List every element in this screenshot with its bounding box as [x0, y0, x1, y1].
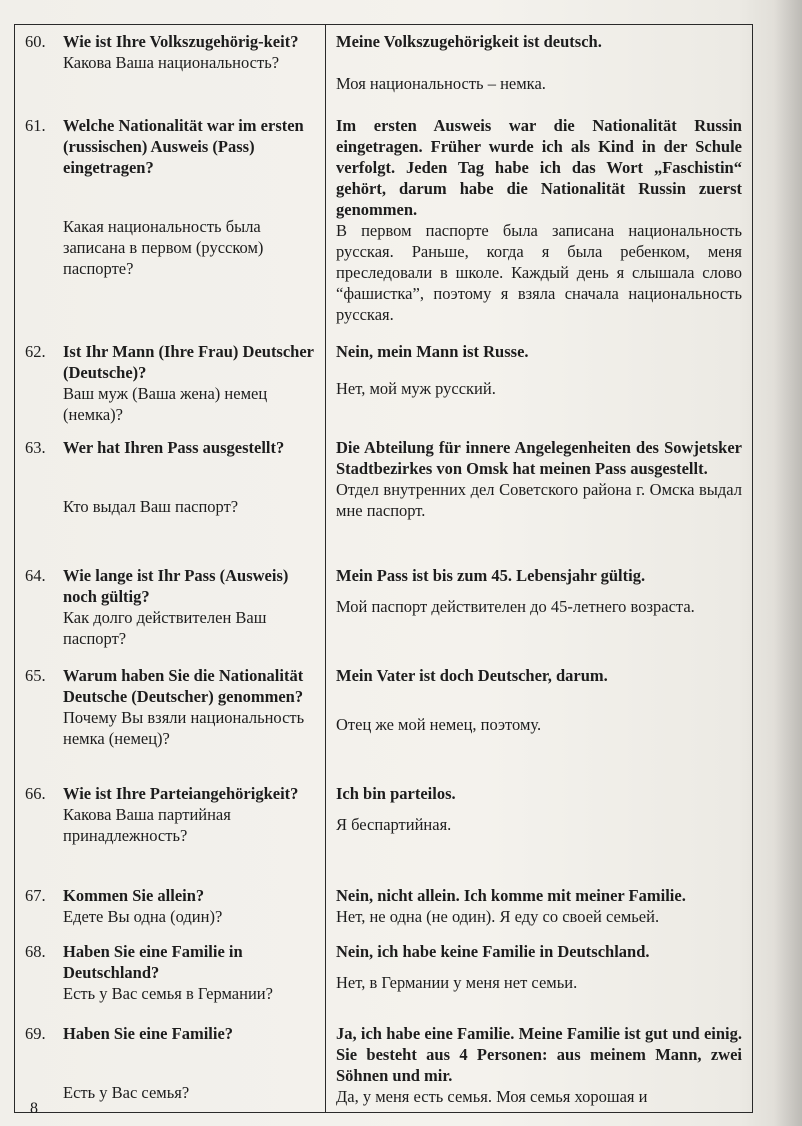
answer-cell	[326, 25, 753, 109]
question-cell	[15, 935, 326, 1017]
question-russian: Какая национальность была записана в первом (русском) паспорте?	[63, 216, 264, 278]
question-cell	[15, 879, 326, 935]
question-german: Haben Sie eine Familie?	[63, 1023, 234, 1043]
page-number: 8	[30, 1100, 38, 1117]
question-cell	[15, 431, 326, 559]
table-row	[15, 777, 753, 879]
question-cell	[15, 559, 326, 659]
answer-cell	[326, 777, 753, 879]
answer-russian: Отдел внутренних дел Советского района г. Омска выдал мне паспорт.	[336, 479, 742, 520]
answer-russian: Нет, мой муж русский.	[336, 378, 496, 398]
question-german: Wie ist Ihre Parteiangehörigkeit?	[63, 783, 299, 803]
question-german: Haben Sie eine Familie in Deutschland?	[63, 941, 243, 982]
answer-cell	[326, 335, 753, 431]
question-number: 61.	[25, 115, 46, 135]
answer-german: Meine Volkszugehörigkeit ist deutsch.	[336, 32, 602, 51]
question-number: 69.	[25, 1023, 46, 1043]
table-row	[15, 25, 753, 109]
question-cell	[15, 1017, 326, 1113]
answer-german: Nein, ich habe keine Familie in Deutschland.	[336, 941, 650, 961]
answer-russian: Мой паспорт действителен до 45-летнего возраста.	[336, 596, 695, 616]
question-russian: Какова Ваша национальность?	[63, 53, 280, 72]
question-number: 64.	[25, 565, 46, 585]
table-row	[15, 879, 753, 935]
question-number: 63.	[25, 437, 46, 457]
answer-german: Im ersten Ausweis war die Nationalität Russin eingetragen. Früher wurde ich als Kind in der Schule verfolgt. Jeden Tag habe ich das Wort „Faschistin“ gehört, darum habe die Nationalität Russin zuerst genommen.	[336, 115, 742, 219]
answer-german: Ja, ich habe eine Familie. Meine Familie ist gut und einig. Sie besteht aus 4 Personen: aus meinem Mann, zwei Söhnen und mir.	[336, 1023, 742, 1085]
question-russian: Почему Вы взяли национальность немка (немец)?	[63, 707, 305, 748]
question-russian: Есть у Вас семья?	[63, 1082, 190, 1102]
answer-cell	[326, 1017, 753, 1113]
answer-german: Mein Pass ist bis zum 45. Lebensjahr gültig.	[336, 565, 646, 585]
question-russian: Едете Вы одна (один)?	[63, 906, 223, 926]
answer-cell	[326, 879, 753, 935]
answer-russian: Моя национальность – немка.	[336, 74, 546, 93]
answer-german: Nein, nicht allein. Ich komme mit meiner Familie.	[336, 885, 686, 905]
question-cell	[15, 25, 326, 109]
answer-russian: Я беспартийная.	[336, 814, 452, 834]
answer-cell	[326, 935, 753, 1017]
question-cell	[15, 335, 326, 431]
answer-german: Ich bin parteilos.	[336, 783, 456, 803]
answer-russian: Да, у меня есть семья. Моя семья хорошая и	[336, 1086, 648, 1106]
question-answer-table	[14, 24, 753, 1113]
question-cell	[15, 777, 326, 879]
question-number: 66.	[25, 783, 46, 803]
question-cell	[15, 109, 326, 335]
question-cell	[15, 659, 326, 777]
table-row	[15, 659, 753, 777]
question-number: 65.	[25, 665, 46, 685]
answer-cell	[326, 431, 753, 559]
answer-german: Nein, mein Mann ist Russe.	[336, 341, 529, 361]
table-row	[15, 559, 753, 659]
question-russian: Ваш муж (Ваша жена) немец (немка)?	[63, 383, 268, 424]
question-number: 68.	[25, 941, 46, 961]
answer-russian: Нет, не одна (не один). Я еду со своей семьей.	[336, 906, 660, 926]
table-row	[15, 935, 753, 1017]
question-russian: Какова Ваша партийная принадлежность?	[63, 804, 231, 845]
page-spine-shadow	[774, 0, 802, 1126]
question-number: 67.	[25, 885, 46, 905]
question-german: Wie ist Ihre Volkszugehörig-keit?	[63, 32, 299, 51]
answer-cell	[326, 659, 753, 777]
question-russian: Есть у Вас семья в Германии?	[63, 983, 273, 1003]
answer-german: Mein Vater ist doch Deutscher, darum.	[336, 665, 608, 685]
question-russian: Кто выдал Ваш паспорт?	[63, 496, 239, 516]
question-russian: Как долго действителен Ваш паспорт?	[63, 607, 267, 648]
question-number: 60.	[25, 32, 46, 51]
answer-russian: Отец же мой немец, поэтому.	[336, 714, 542, 734]
table-row	[15, 1017, 753, 1113]
question-german: Wer hat Ihren Pass ausgestellt?	[63, 437, 285, 457]
answer-cell	[326, 559, 753, 659]
answer-german: Die Abteilung für innere Angelegenheiten des Sowjetsker Stadtbezirkes von Omsk hat meinen Pass ausgestellt.	[336, 437, 742, 478]
answer-russian: Нет, в Германии у меня нет семьи.	[336, 972, 578, 992]
table-row	[15, 335, 753, 431]
question-german: Ist Ihr Mann (Ihre Frau) Deutscher (Deutsche)?	[63, 341, 314, 382]
question-number: 62.	[25, 341, 46, 361]
answer-cell	[326, 109, 753, 335]
answer-russian: В первом паспорте была записана национальность русская. Раньше, когда я была ребенком, меня преследовали в школе. Каждый день я слышала слово “фашистка”, поэтому я взяла сначала национальность русская.	[336, 220, 742, 324]
question-german: Kommen Sie allein?	[63, 885, 205, 905]
question-german: Warum haben Sie die Nationalität Deutsche (Deutscher) genommen?	[63, 665, 304, 706]
table-row	[15, 109, 753, 335]
table-row	[15, 431, 753, 559]
question-german: Wie lange ist Ihr Pass (Ausweis) noch gültig?	[63, 565, 289, 606]
question-german: Welche Nationalität war im ersten (russischen) Ausweis (Pass) eingetragen?	[63, 115, 304, 177]
